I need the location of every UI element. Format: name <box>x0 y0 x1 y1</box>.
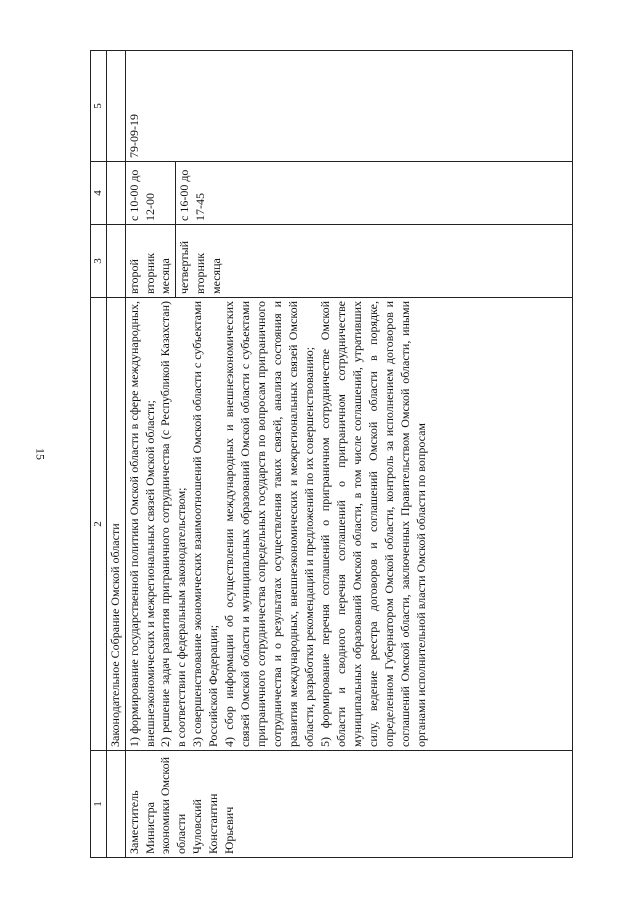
official-cell <box>125 751 572 858</box>
rotated-page-content <box>90 56 573 858</box>
reception-time: с 16-00 до 17-45 <box>176 162 573 225</box>
section-title: Законодательное Собрание Омской области <box>106 298 125 751</box>
reception-schedule-table <box>90 50 573 858</box>
section-gap-4 <box>106 162 125 225</box>
duty-item: 3) совершенствование экономических взаимоотношений Омской области с субъектами Российской Федерации; <box>190 301 221 747</box>
duties-cell <box>125 298 572 751</box>
reception-time: с 10-00 до 12-00 <box>125 162 176 225</box>
official-row <box>125 51 176 858</box>
duty-item: 1) формирование государственной политики Омской области в сфере международных, внешнеэкономических и межрегиональных связей Омской области; <box>126 301 157 747</box>
section-gap-3 <box>106 225 125 298</box>
column-header-5: 5 <box>91 51 107 162</box>
column-header-2: 2 <box>91 298 107 751</box>
column-number-row <box>91 51 107 858</box>
duty-item: 2) решение задач развития приграничного сотрудничества (с Республикой Казахстан) в соответствии с федеральным законодательством; <box>158 301 189 747</box>
section-row <box>106 51 125 858</box>
column-header-1: 1 <box>91 751 107 858</box>
column-header-3: 3 <box>91 225 107 298</box>
phone-number: 79-09-19 <box>125 51 572 162</box>
official-position: Заместитель Министра экономики Омской области <box>126 756 189 854</box>
duty-item: 4) сбор информации об осуществлении международных и внешнеэкономических связей Омской области и муниципальных образований Омской области с субъектами приграничного сотрудничества сопредельных государств по вопросам приграничного сотрудничества и о результатах осуществления таких связей, анализа состояния и развития международных, внешнеэкономических и межрегиональных связей Омской области, разработки рекомендаций и предложений по их совершенствованию; <box>222 301 317 747</box>
official-gap-cell <box>106 751 125 858</box>
reception-day: четвертый вторник месяца <box>176 225 573 298</box>
section-gap-5 <box>106 51 125 162</box>
official-name: Чуловский Константин Юрьевич <box>190 793 237 854</box>
column-header-4: 4 <box>91 162 107 225</box>
duty-item: 5) формирование перечня соглашений о приграничном сотрудничестве Омской области и сводного перечня соглашений о приграничном сотрудничестве муниципальных образований Омской области, в том числе соглашений, утративших силу, ведение реестра договоров и соглашений Омской области в порядке, определенном Губернатором Омской области, контроль за исполнением договоров и соглашений Омской области, заключенных Правительством Омской области, иными органами исполнительной власти Омской области по вопросам <box>318 301 428 747</box>
reception-day: второй вторник месяца <box>125 225 176 298</box>
page-number: 15 <box>33 448 48 460</box>
